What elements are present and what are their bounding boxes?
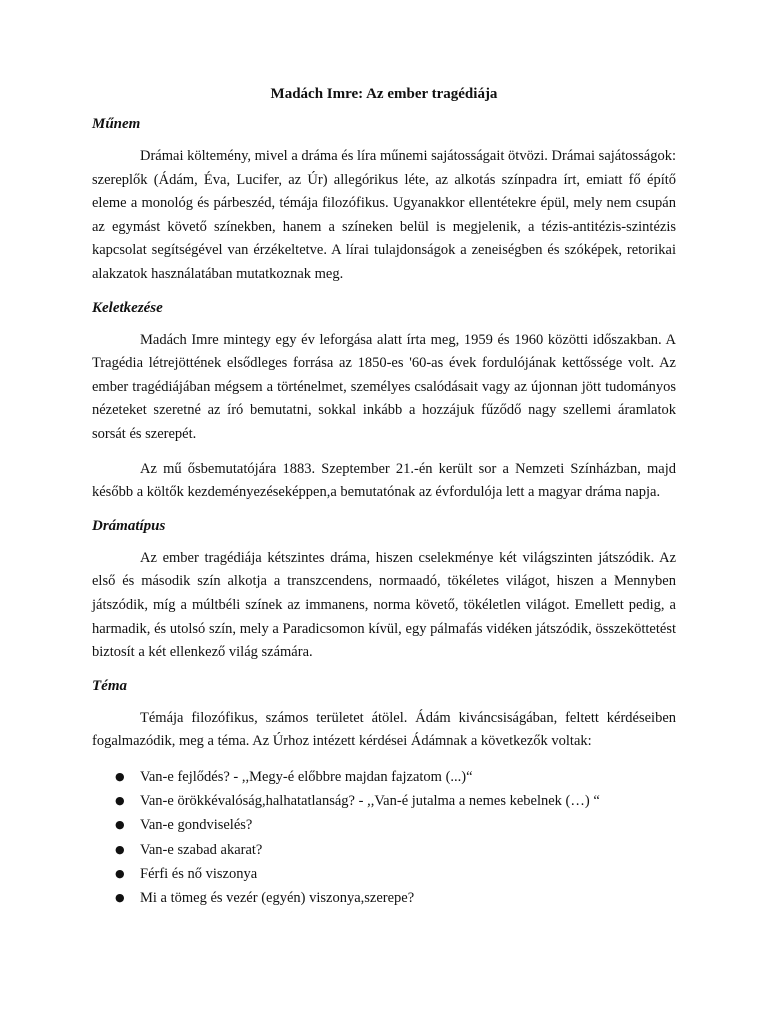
paragraph-munem: Drámai költemény, mivel a dráma és líra műnemi sajátosságait ötvözi. Drámai sajátosságok: szereplők (Ádám, Éva, Lucifer, az Úr) allegórikus léte, az alkotás színpadra írt, emiatt fő építő eleme a monológ és párbeszéd, témája filozófikus. Ugyanakkor ellentétekre épül, mely nem csupán az egymást követő színekben, hanem a színeken belül is megjelenik, a tézis-antitézis-szintézis kapcsolat segítségével van érzékeltetve. A lírai tulajdonságok a zeneiségben és szóképek, retorikai alakzatok használatában mutatkoznak meg. bbox=[92, 148, 676, 282]
bullet-icon: ● bbox=[115, 818, 125, 832]
list-item-text: Van-e fejlődés? - ,,Megy-é előbbre majdan fajzatom (...)“ bbox=[140, 768, 473, 785]
section-heading-keletkezese: Keletkezése bbox=[92, 299, 163, 316]
document-title: Madách Imre: Az ember tragédiája bbox=[270, 86, 498, 102]
bullet-icon: ● bbox=[115, 794, 125, 808]
list-item bbox=[92, 813, 676, 837]
paragraph-keletkezese-2: Az mű ősbemutatójára 1883. Szeptember 21.-én került sor a Nemzeti Színházban, majd később a költők kezdeményezéseképpen,a bemutatónak az évfordulója lett a magyar dráma napja. bbox=[92, 460, 676, 501]
document-page bbox=[92, 84, 676, 911]
list-item-text: Van-e szabad akarat? bbox=[140, 841, 263, 858]
list-item bbox=[92, 765, 676, 789]
bullet-icon: ● bbox=[115, 842, 125, 856]
list-item-text: Van-e örökkévalóság,halhatatlanság? - ,,Van-é jutalma a nemes kebelnek (…) “ bbox=[140, 793, 600, 810]
question-list bbox=[92, 765, 676, 911]
list-item-text: Van-e gondviselés? bbox=[140, 817, 253, 834]
list-item bbox=[92, 838, 676, 862]
bullet-icon: ● bbox=[115, 891, 125, 905]
list-item bbox=[92, 789, 676, 813]
list-item bbox=[92, 862, 676, 886]
paragraph-drametipus: Az ember tragédiája kétszintes dráma, hiszen cselekménye két világszinten játszódik. Az első és második szín alkotja a transzcendens, normaadó, tökéletes világot, hiszen a Mennyben játszódik, míg a múltbéli színek az immanens, norma követő, tökéletlen világot. Emellett pedig, a harmadik, és utolsó szín, mely a Paradicsomon kívül, egy pálmafás vidéken játszódik, összeköttetést biztosít a két ellenkező világ számára. bbox=[92, 549, 676, 661]
paragraph-tema: Témája filozófikus, számos területet átölel. Ádám kiváncsiságában, feltett kérdéseiben fogalmazódik, meg a téma. Az Úrhoz intézett kérdései Ádámnak a következők voltak: bbox=[92, 709, 676, 750]
section-heading-tema: Téma bbox=[92, 677, 127, 694]
section-heading-drametipus: Drámatípus bbox=[92, 517, 166, 534]
list-item-text: Mi a tömeg és vezér (egyén) viszonya,szerepe? bbox=[140, 890, 415, 907]
bullet-icon: ● bbox=[115, 867, 125, 881]
list-item bbox=[92, 886, 676, 910]
section-heading-munem: Műnem bbox=[92, 116, 141, 132]
paragraph-keletkezese-1: Madách Imre mintegy egy év leforgása alatt írta meg, 1959 és 1960 közötti időszakban. A Tragédia létrejöttének elsődleges forrása az 1850-es '60-as évek fordulójának kettőssége volt. Az ember tragédiájában mégsem a történelmet, személyes csalódásait vagy az újonnan jött tudományos nézeteket szeretné az író bemutatni, sokkal inkább a hozzájuk fűződő nagy szellemi áramlatok sorsát és szerepét. bbox=[92, 331, 676, 442]
bullet-icon: ● bbox=[115, 769, 125, 783]
list-item-text: Férfi és nő viszonya bbox=[140, 866, 258, 883]
